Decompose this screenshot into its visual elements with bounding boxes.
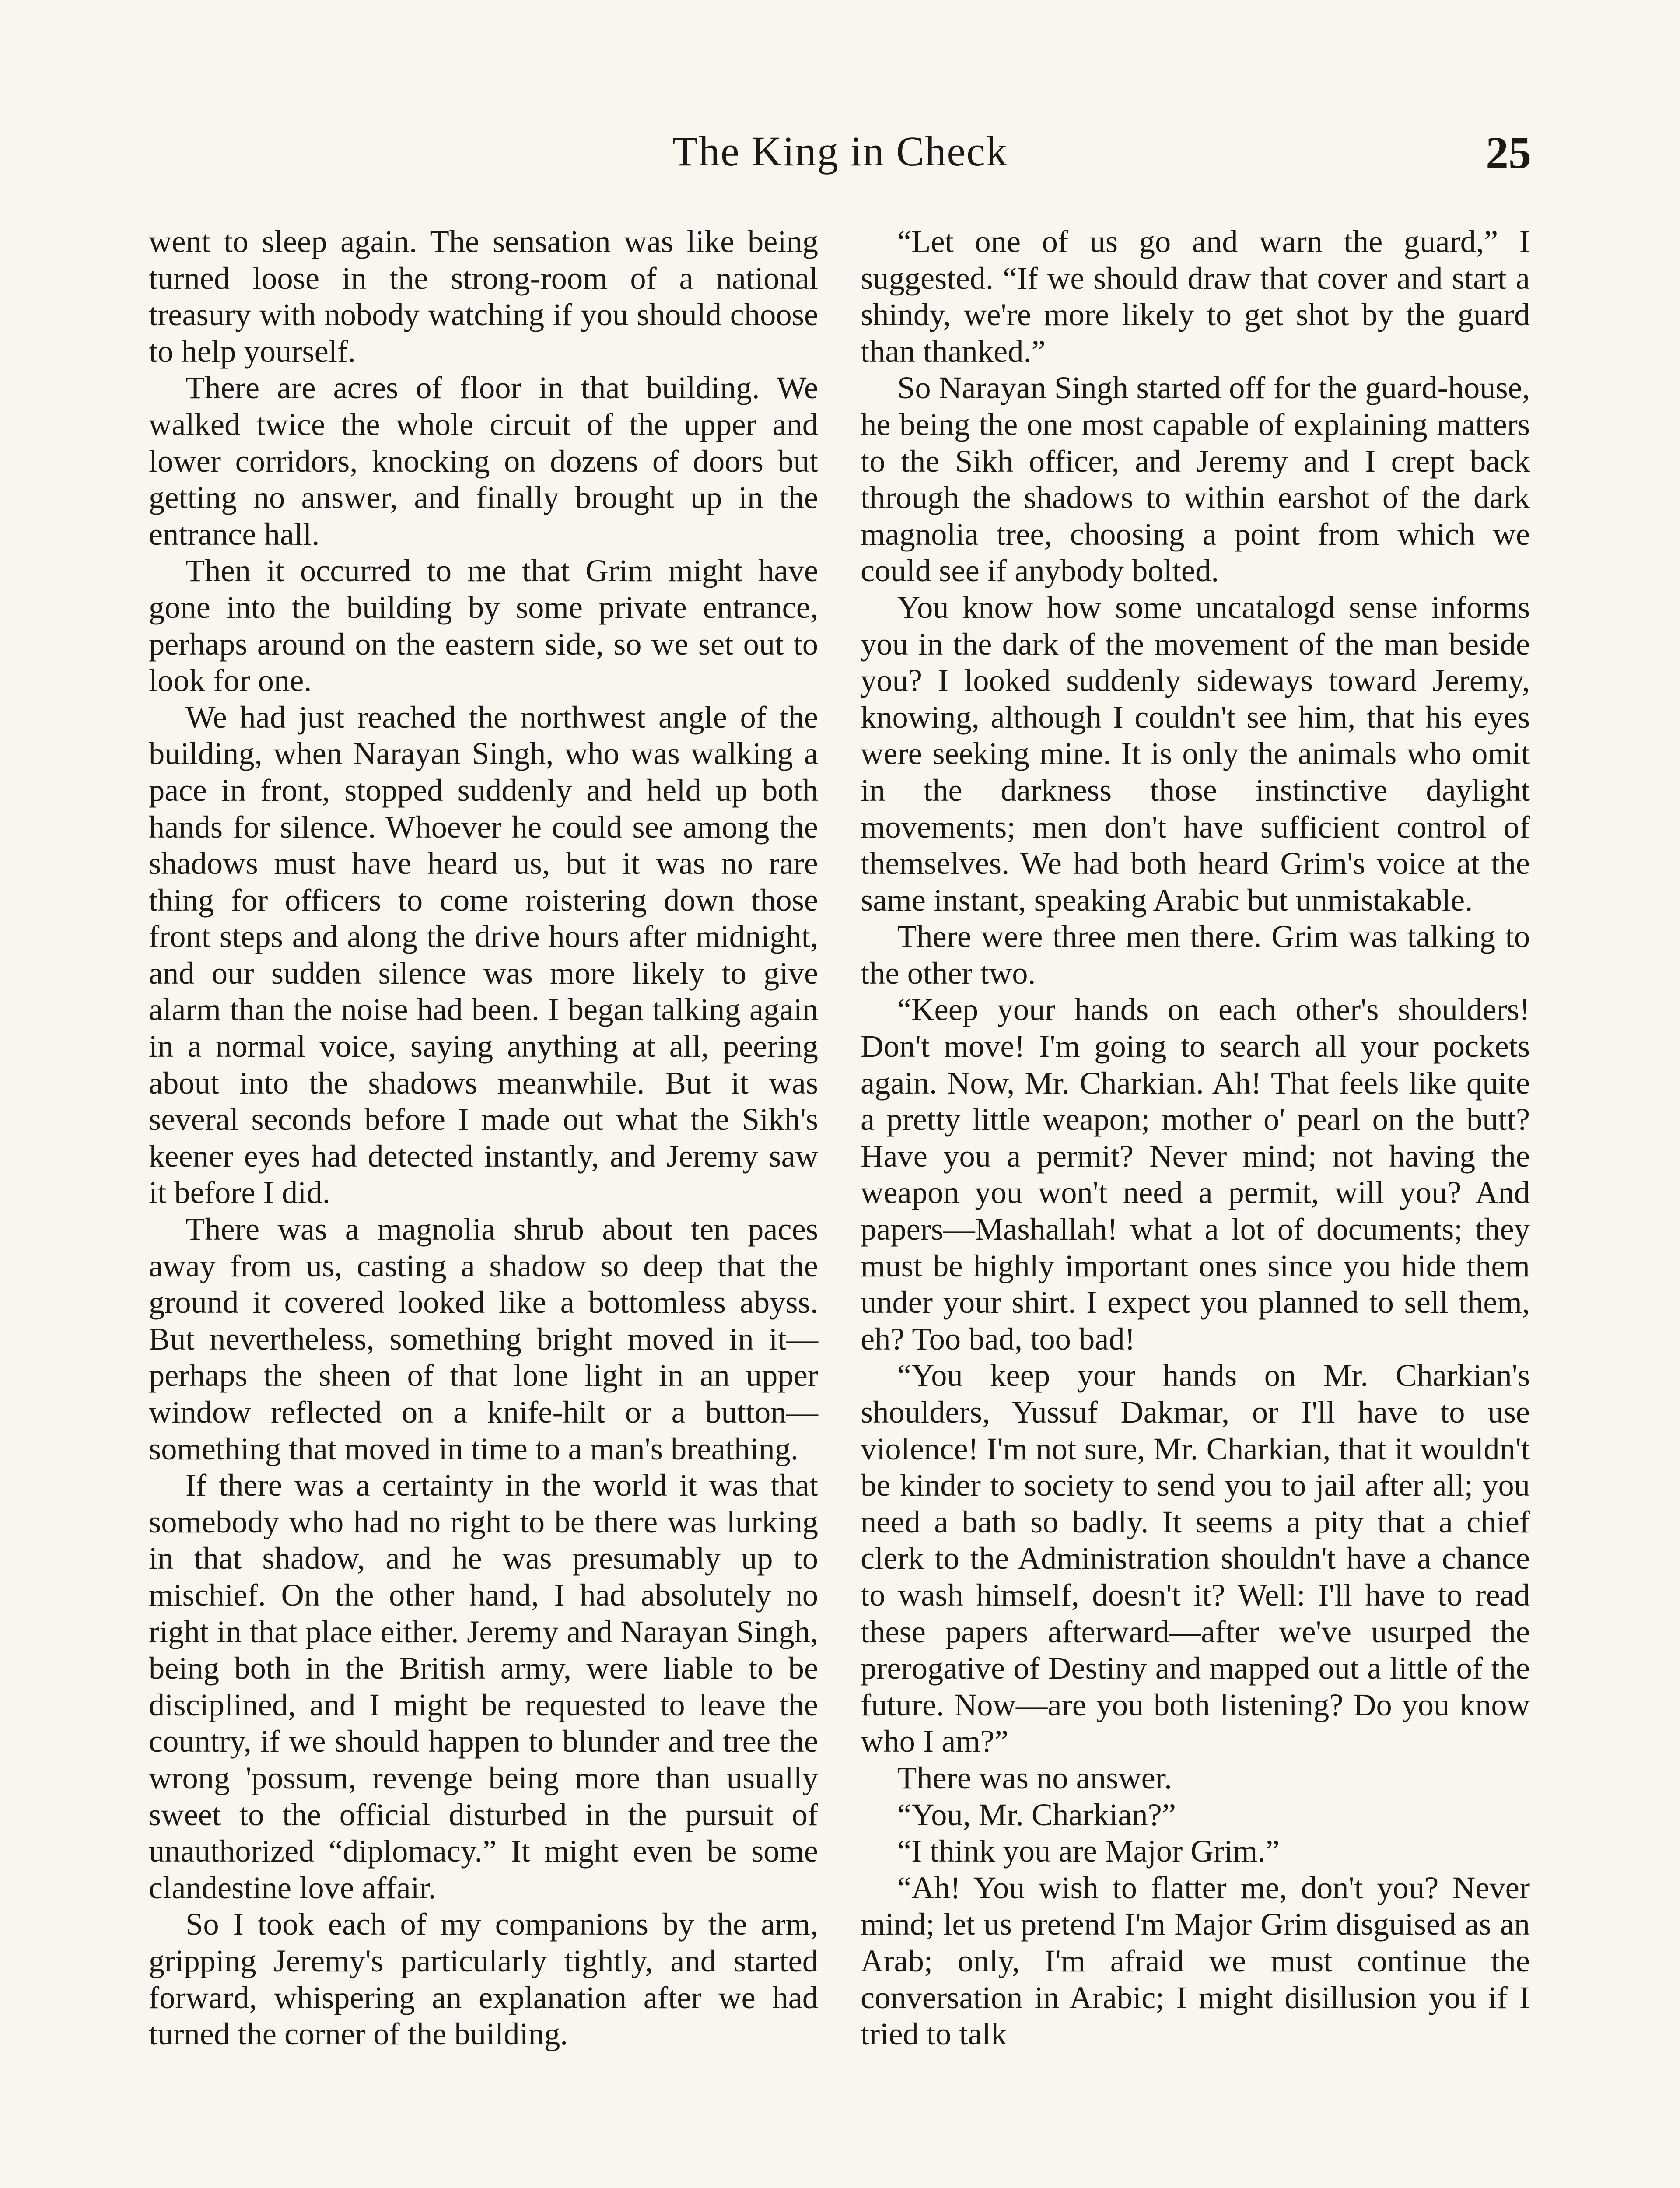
- paragraph: So I took each of my companions by the arm, gripping Jeremy's particularly tightly, and started forward, whispering an explanation after we had turned the corner of the building.: [149, 1906, 818, 2052]
- paragraph: You know how some uncatalogd sense informs you in the dark of the movement of the man beside you? I looked suddenly sideways toward Jeremy, knowing, although I couldn't see him, that his eyes were seeking mine. It is only the animals who omit in the darkness those instinctive daylight movements; men don't have sufficient control of themselves. We had both heard Grim's voice at the same instant, speaking Arabic but unmistakable.: [861, 589, 1530, 918]
- paragraph: There were three men there. Grim was talking to the other two.: [861, 919, 1530, 991]
- right-column: [861, 223, 1530, 2052]
- page-header: [149, 127, 1531, 188]
- paragraph: “You, Mr. Charkian?”: [897, 1796, 1176, 1832]
- paragraph: went to sleep again. The sensation was like being turned loose in the strong-room of a national treasury with nobody watching if you should choose to help yourself.: [149, 224, 818, 369]
- page-number: 25: [1486, 128, 1531, 178]
- paragraph: We had just reached the northwest angle of the building, when Narayan Singh, who was walking a pace in front, stopped suddenly and held up both hands for silence. Whoever he could see among the shadows must have heard us, but it was no rare thing for officers to come roistering down those front steps and along the drive hours after midnight, and our sudden silence was more likely to give alarm than the noise had been. I began talking again in a normal voice, saying anything at all, peering about into the shadows meanwhile. But it was several seconds before I made out what the Sikh's keener eyes had detected instantly, and Jeremy saw it before I did.: [149, 699, 818, 1210]
- running-title: The King in Check: [672, 128, 1008, 175]
- paragraph: So Narayan Singh started off for the guard-house, he being the one most capable of explaining matters to the Sikh officer, and Jeremy and I crept back through the shadows to within earshot of the dark magnolia tree, choosing a point from which we could see if anybody bolted.: [861, 370, 1530, 589]
- paragraph: Then it occurred to me that Grim might have gone into the building by some private entrance, perhaps around on the eastern side, so we set out to look for one.: [149, 553, 818, 698]
- paragraph: “Let one of us go and warn the guard,” I suggested. “If we should draw that cover and start a shindy, we're more likely to get shot by the guard than thanked.”: [861, 224, 1530, 369]
- paragraph: “You keep your hands on Mr. Charkian's shoulders, Yussuf Dakmar, or I'll have to use violence! I'm not sure, Mr. Charkian, that it wouldn't be kinder to society to send you to jail after all; you need a bath so badly. It seems a pity that a chief clerk to the Administration shouldn't have a chance to wash himself, doesn't it? Well: I'll have to read these papers afterward—after we've usurped the prerogative of Destiny and mapped out a little of the future. Now—are you both listening? Do you know who I am?”: [861, 1357, 1530, 1759]
- paragraph: “Ah! You wish to flatter me, don't you? Never mind; let us pretend I'm Major Grim disguised as an Arab; only, I'm afraid we must continue the conversation in Arabic; I might disillusion you if I tried to talk: [861, 1869, 1530, 2052]
- paragraph: “I think you are Major Grim.”: [897, 1833, 1280, 1869]
- paragraph: “Keep your hands on each other's shoulders! Don't move! I'm going to search all your pockets again. Now, Mr. Charkian. Ah! That feels like quite a pretty little weapon; mother o' pearl on the butt? Have you a permit? Never mind; not having the weapon you won't need a permit, will you? And papers—Mashallah! what a lot of documents; they must be highly important ones since you hide them under your shirt. I expect you planned to sell them, eh? Too bad, too bad!: [861, 992, 1530, 1357]
- paragraph: There are acres of floor in that building. We walked twice the whole circuit of the upper and lower corridors, knocking on dozens of doors but getting no answer, and finally brought up in the entrance hall.: [149, 370, 818, 552]
- paragraph: If there was a certainty in the world it was that somebody who had no right to be there was lurking in that shadow, and he was presumably up to mischief. On the other hand, I had absolutely no right in that place either. Jeremy and Narayan Singh, being both in the British army, were liable to be disciplined, and I might be requested to leave the country, if we should happen to blunder and tree the wrong 'possum, revenge being more than usually sweet to the official disturbed in the pursuit of unauthorized “diplomacy.” It might even be some clandestine love affair.: [149, 1467, 818, 1905]
- left-column: [149, 223, 818, 2052]
- paragraph: There was a magnolia shrub about ten paces away from us, casting a shadow so deep that the ground it covered looked like a bottomless abyss. But nevertheless, something bright moved in it—perhaps the sheen of that lone light in an upper window reflected on a knife-hilt or a button—something that moved in time to a man's breathing.: [149, 1211, 818, 1466]
- paragraph: There was no answer.: [897, 1760, 1172, 1795]
